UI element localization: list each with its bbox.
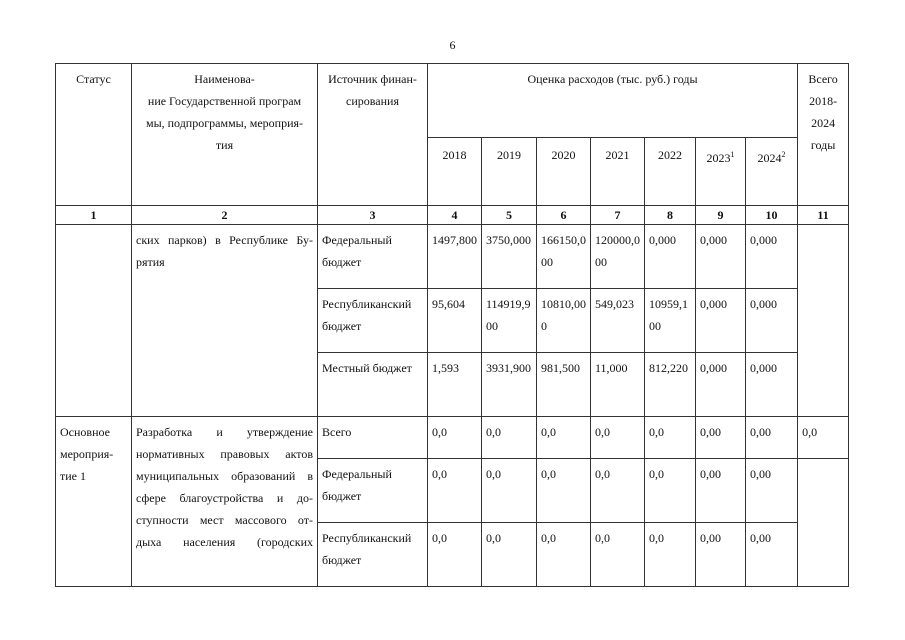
- value-cell: 0,0: [428, 523, 482, 587]
- program-name-cell: Разработка и утверждение нормативных правовых актов муниципальных образований в сфере благоустройства и до-ступности мест массового от-дыха населения (городских: [132, 417, 318, 587]
- value-cell: 10810,000: [537, 289, 591, 353]
- value-cell: 0,0: [537, 459, 591, 523]
- status-cell: Основное мероприя-тие 1: [56, 417, 132, 587]
- value-cell: 3750,000: [482, 225, 537, 289]
- value-cell: 0,0: [591, 523, 645, 587]
- value-cell: 95,604: [428, 289, 482, 353]
- value-cell: 0,000: [645, 225, 696, 289]
- value-cell: 981,500: [537, 353, 591, 417]
- header-year-2022: 2022: [645, 138, 696, 206]
- header-year-2021: 2021: [591, 138, 645, 206]
- value-cell: 120000,000: [591, 225, 645, 289]
- value-cell: 10959,100: [645, 289, 696, 353]
- source-cell: Всего: [318, 417, 428, 459]
- header-year-2019: 2019: [482, 138, 537, 206]
- col-number: 11: [798, 206, 849, 225]
- expense-table: [55, 63, 849, 587]
- col-number: 2: [132, 206, 318, 225]
- value-cell: 0,0: [428, 417, 482, 459]
- table-row: [56, 417, 849, 459]
- value-cell: 166150,000: [537, 225, 591, 289]
- value-cell: 0,0: [428, 459, 482, 523]
- header-estimate: Оценка расходов (тыс. руб.) годы: [428, 64, 798, 138]
- col-number: 6: [537, 206, 591, 225]
- value-cell: 812,220: [645, 353, 696, 417]
- value-cell: 0,00: [696, 523, 746, 587]
- table-row: [56, 225, 849, 289]
- header-source: Источник финан- сирования: [318, 64, 428, 206]
- page-number: 6: [449, 38, 456, 52]
- value-cell: 0,00: [696, 459, 746, 523]
- value-cell: 0,0: [645, 417, 696, 459]
- value-cell: 0,0: [537, 417, 591, 459]
- value-cell: 11,000: [591, 353, 645, 417]
- header-year-2023: 2023$^1$: [696, 138, 746, 206]
- value-cell: 114919,900: [482, 289, 537, 353]
- col-number: 5: [482, 206, 537, 225]
- value-cell: 0,000: [746, 225, 798, 289]
- value-cell: 0,000: [696, 353, 746, 417]
- col-number: 4: [428, 206, 482, 225]
- value-cell: 0,00: [746, 417, 798, 459]
- value-cell: 0,0: [482, 459, 537, 523]
- status-cell: [56, 225, 132, 417]
- value-cell: 0,00: [696, 417, 746, 459]
- col-number: 10: [746, 206, 798, 225]
- header-total: Всего 2018- 2024 годы: [798, 64, 849, 206]
- value-cell: 0,0: [591, 417, 645, 459]
- col-number: 8: [645, 206, 696, 225]
- col-number: 7: [591, 206, 645, 225]
- header-name: Наименова- ние Государственной програм мы, подпрограммы, мероприя- тия: [132, 64, 318, 206]
- value-cell: 549,023: [591, 289, 645, 353]
- value-cell: 0,0: [537, 523, 591, 587]
- value-cell: 0,0: [645, 523, 696, 587]
- header-year-2020: 2020: [537, 138, 591, 206]
- col-number: 9: [696, 206, 746, 225]
- total-cell: [798, 459, 849, 587]
- value-cell: 0,000: [696, 225, 746, 289]
- source-cell: Федеральный бюджет: [318, 459, 428, 523]
- value-cell: 3931,900: [482, 353, 537, 417]
- source-cell: Федеральный бюджет: [318, 225, 428, 289]
- value-cell: 1497,800: [428, 225, 482, 289]
- header-year-2024: 2024$^2$: [746, 138, 798, 206]
- source-cell: Республиканский бюджет: [318, 523, 428, 587]
- col-number: 3: [318, 206, 428, 225]
- header-year-2018: 2018: [428, 138, 482, 206]
- value-cell: 0,00: [746, 523, 798, 587]
- program-name-cell: ских парков) в Республике Бу-рятия: [132, 225, 318, 417]
- value-cell: 0,0: [482, 417, 537, 459]
- value-cell: 0,0: [482, 523, 537, 587]
- value-cell: 0,000: [746, 289, 798, 353]
- total-cell: 0,0: [798, 417, 849, 459]
- col-number: 1: [56, 206, 132, 225]
- source-cell: Республиканский бюджет: [318, 289, 428, 353]
- source-cell: Местный бюджет: [318, 353, 428, 417]
- total-cell: [798, 225, 849, 417]
- value-cell: 0,0: [591, 459, 645, 523]
- value-cell: 0,0: [645, 459, 696, 523]
- header-status: Статус: [56, 64, 132, 206]
- value-cell: 0,00: [746, 459, 798, 523]
- value-cell: 0,000: [696, 289, 746, 353]
- value-cell: 1,593: [428, 353, 482, 417]
- value-cell: 0,000: [746, 353, 798, 417]
